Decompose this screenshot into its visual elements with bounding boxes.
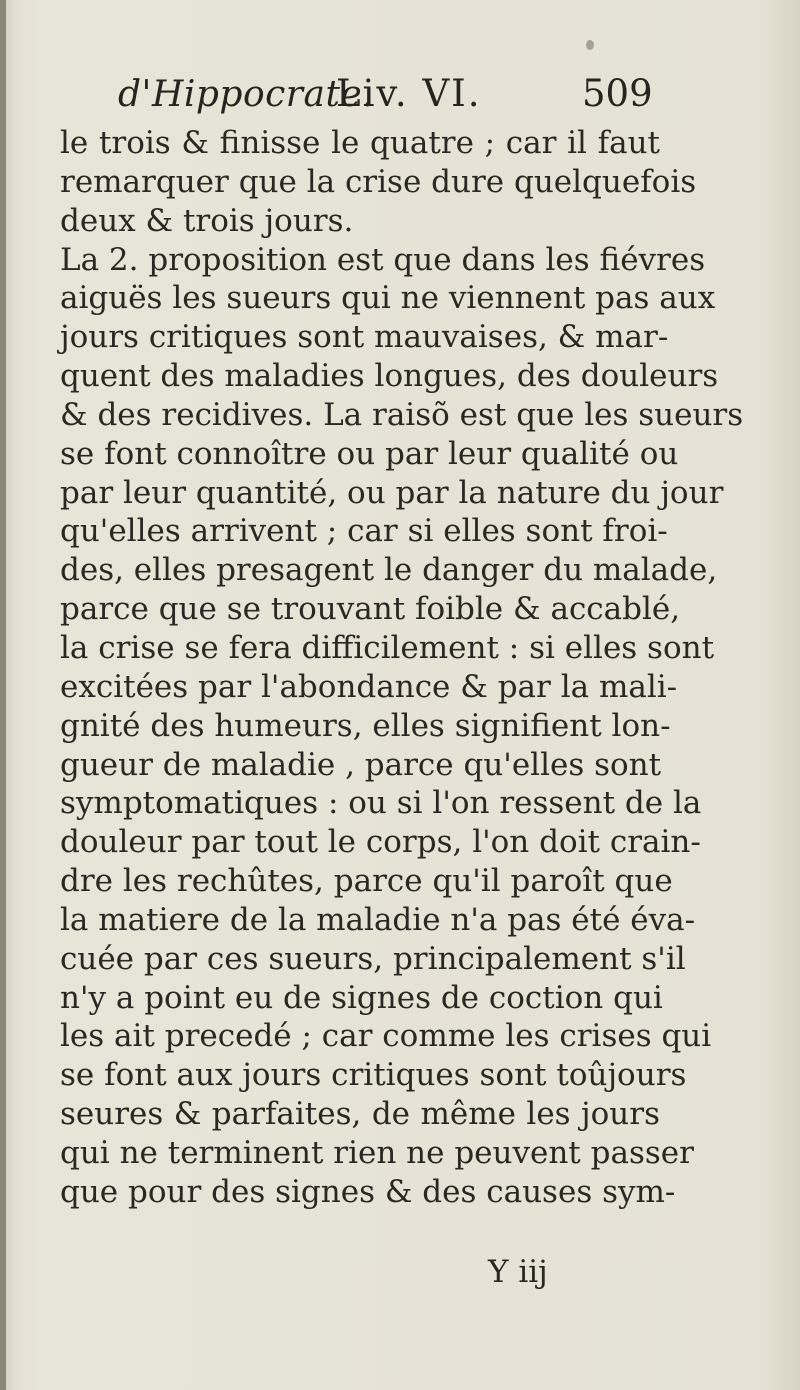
text-line: jours critiques sont mauvaises, & mar- [60, 319, 669, 356]
text-line: douleur par tout le corps, l'on doit crain- [60, 824, 701, 861]
running-header [118, 70, 658, 118]
text-line: se font aux jours critiques sont toûjours [60, 1057, 687, 1094]
text-line: par leur quantité, ou par la nature du jour [60, 474, 724, 511]
signature-mark: Y iij [488, 1254, 548, 1290]
text-line: parce que se trouvant foible & accablé, [60, 591, 681, 628]
text-line: les ait precedé ; car comme les crises qui [60, 1018, 712, 1055]
text-line: qu'elles arrivent ; car si elles sont froi- [60, 513, 668, 550]
text-line: qui ne terminent rien ne peuvent passer [60, 1134, 694, 1171]
text-line: La 2. proposition est que dans les fiévres [60, 241, 706, 278]
text-line: n'y a point eu de signes de coction qui [60, 979, 663, 1016]
text-line: deux & trois jours. [60, 202, 354, 239]
ink-spot [586, 40, 594, 50]
text-line: que pour des signes & des causes sym- [60, 1173, 676, 1210]
text-line: le trois & finisse le quatre ; car il faut [60, 125, 660, 161]
text-line: se font connoître ou par leur qualité ou [60, 435, 679, 472]
text-line: gueur de maladie , parce qu'elles sont [60, 746, 662, 783]
text-line: cuée par ces sueurs, principalement s'il [60, 940, 686, 977]
page-number: 509 [582, 72, 653, 115]
text-line: symptomatiques : ou si l'on ressent de la [60, 785, 702, 822]
text-line: dre les rechûtes, parce qu'il paroît que [60, 863, 673, 900]
text-line: aiguës les sueurs qui ne viennent pas aux [60, 280, 716, 317]
text-line: remarquer que la crise dure quelquefois [60, 163, 697, 200]
text-line: gnité des humeurs, elles signifient lon- [60, 707, 671, 744]
page-gutter-edge [0, 0, 6, 1390]
text-line: & des recidives. La raisõ est que les sueurs [60, 396, 744, 433]
body-text [60, 124, 744, 1212]
text-line: excitées par l'abondance & par la mali- [60, 668, 678, 705]
book-number: Liv. VI. [336, 72, 482, 115]
text-line: seures & parfaites, de même les jours [60, 1096, 660, 1133]
text-line: la crise se fera difficilement : si elles sont [60, 629, 715, 666]
text-line: quent des maladies longues, des douleurs [60, 358, 719, 395]
text-line: des, elles presagent le danger du malade, [60, 552, 718, 589]
text-line: la matiere de la maladie n'a pas été éva- [60, 901, 696, 938]
running-title: d'Hippocrate. [118, 74, 375, 115]
